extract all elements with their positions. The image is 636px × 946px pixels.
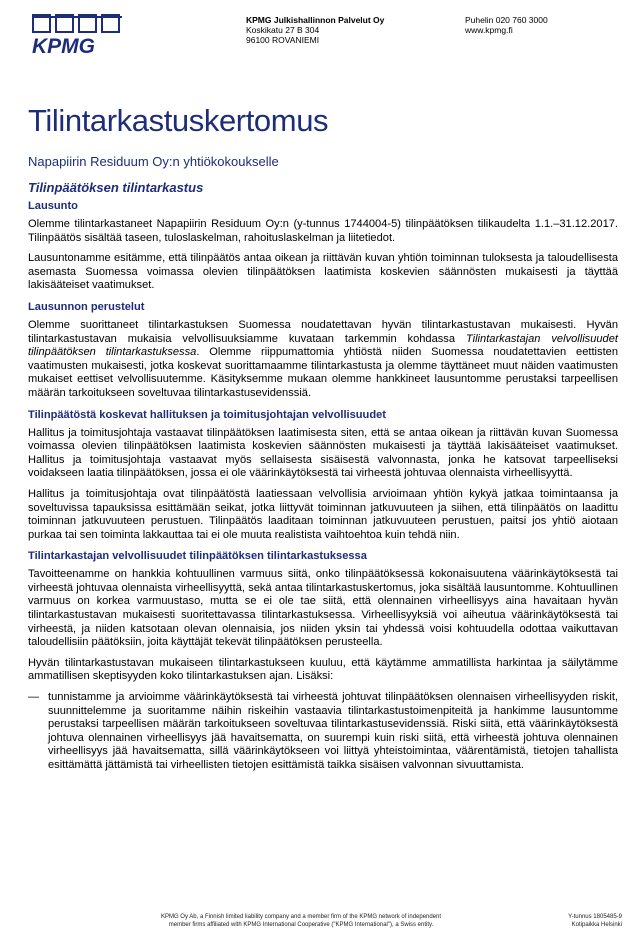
- report-body: [28, 199, 618, 773]
- perustelut-emphasis: Tilintarkastajan velvollisuudet tilinpäätöksen tilintarkastuksessa: [28, 332, 618, 359]
- paragraph-hallitus-1: Hallitus ja toimitusjohtaja vastaavat tilinpäätöksen laatimisesta siten, että se antaa oikean ja riittävän kuvan Suomessa voimassa olevien tilinpäätöksen laatimista koskevien säännösten mukaisesti ja täyttää lakisääteiset vaatimukset. Hallitus ja toimitusjohtaja vastaavat myös sellaisesta sisäisestä valvonnasta, jonka he katsovat tarpeelliseksi voidakseen laatia tilinpäätöksen, jossa ei ole väärinkäytöksestä tai virheestä johtuvaa olennaista virheellisyyttä.: [28, 426, 618, 480]
- logo-text: KPMG: [32, 35, 95, 56]
- paragraph-hallitus-2: Hallitus ja toimitusjohtaja ovat tilinpäätöstä laatiessaan velvollisia arvioimaan yhtiön kykyä jatkaa toimintaansa ja soveltuvissa tapauksissa esittämään seikat, jotka liittyvät toiminnan jatkuvuuteen ja siihen, että tilinpäätös on laadittu toiminnan jatkuvuuteen perustuen. Tilinpäätös laaditaan toiminnan jatkuvuuteen perustuen, paitsi jos yhtiö aiotaan purkaa tai sen toiminta lakkauttaa tai ei ole muuta realistista vaihtoehtoa kuin tehdä niin.: [28, 487, 618, 541]
- company-postal: 96100 ROVANIEMI: [246, 35, 320, 45]
- footer-legal: [136, 913, 466, 929]
- company-name: KPMG Julkishallinnon Palvelut Oy: [246, 15, 385, 25]
- page-title: Tilintarkastuskertomus: [28, 103, 329, 138]
- heading-lausunto: Lausunto: [28, 200, 78, 212]
- company-web: www.kpmg.fi: [465, 25, 513, 35]
- paragraph-perustelut-1: [28, 319, 618, 401]
- bullet-text: tunnistamme ja arvioimme väärinkäytöksestä tai virheestä johtuvat tilinpäätöksen olennaisen virheellisyyden riskit, suunnittelemme ja suoritamme näihin riskeihin vastaavia tilintarkastustoimenpiteitä ja hankimme lausuntomme perustaksi tarpeellisen määrän tarkoitukseen soveltuvaa tilintarkastusevidenssiä. Riski siitä, että väärinkäytöksestä johtuva olennainen virheellisyys jää havaitsematta, on suurempi kuin riski siitä, että virheestä johtuva olennainen virheellisyys jää havaitsematta, sillä väärinkäytökseen voi liittyä yhteistoimintaa, väärentämistä, tietojen tahallista esittämättä jättämistä tai virheellisten tietojen esittämistä taikka sisäisen valvonnan sivuuttamista.: [48, 691, 618, 771]
- addressee: Napapiirin Residuum Oy:n yhtiökokoukselle: [28, 154, 279, 169]
- heading-perustelut: Lausunnon perustelut: [28, 300, 145, 313]
- footer-registration: [542, 913, 622, 929]
- heading-hallitus: Tilinpäätöstä koskevat hallituksen ja toimitusjohtajan velvollisuudet: [28, 408, 386, 421]
- paragraph-lausunto-2: Lausuntonamme esitämme, että tilinpäätös antaa oikean ja riittävän kuvan yhtiön toiminnan tuloksesta ja taloudellisesta asemasta Suomessa voimassa olevien tilinpäätöksen laatimista koskevien säännösten mukaisesti ja täyttää lakisääteiset vaatimukset.: [28, 252, 618, 292]
- paragraph-lausunto-1: Olemme tilintarkastaneet Napapiirin Residuum Oy:n (y-tunnus 1744004-5) tilinpäätöksen tilikaudelta 1.1.–31.12.2017. Tilinpäätös sisältää taseen, tuloslaskelman, rahoituslaskelman ja liitetiedot.: [28, 218, 618, 244]
- company-street: Koskikatu 27 B 304: [246, 25, 320, 35]
- footer-business-id: Y-tunnus 1805485-9: [568, 914, 622, 920]
- bullet-dash: —: [28, 691, 40, 704]
- list-item: [28, 691, 618, 773]
- footer-legal-line-2: member firms affiliated with KPMG International Cooperative ("KPMG International"), a Swiss entity.: [168, 922, 434, 928]
- footer-legal-line-1: KPMG Oy Ab, a Finnish limited liability company and a member firm of the KPMG network of independent: [160, 914, 442, 920]
- company-phone: Puhelin 020 760 3000: [465, 15, 548, 25]
- perustelut-text-b: . Olemme riippumattomia yhtiöstä niiden Suomessa noudatettavien eettisten vaatimusten mukaisesti, jotka koskevat suorittamaamme tilintarkastusta ja olemme täyttäneet muut näiden vaatimusten mukaiset eettiset velvollisuutemme. Käsityksemme mukaan olemme hankkineet lausuntomme perustaksi tarpeellisen määrän tarkoitukseen soveltuvaa tilintarkastusevidenssiä.: [28, 346, 618, 399]
- heading-tilintarkastaja: Tilintarkastajan velvollisuudet tilinpäätöksen tilintarkastuksessa: [28, 550, 367, 563]
- paragraph-tilintarkastaja-1: Tavoitteenamme on hankkia kohtuullinen varmuus siitä, onko tilinpäätöksessä kokonaisuutena väärinkäytöksestä tai virheestä johtuvaa olennaista virheellisyyttä, sekä antaa tilintarkastuskertomus, joka sisältää lausuntomme. Kohtuullinen varmuus on korkea varmuustaso, mutta se ei ole tae siitä, että olennainen virheellisyys aina havaitaan hyvän tilintarkastustavan mukaisesti suoritettavassa tilintarkastuksessa. Virheellisyyksiä voi aiheutua väärinkäytöksestä tai virheestä, ja niiden katsotaan olevan olennaisia, jos niiden yksin tai yhdessä voisi kohtuudella odottaa vaikuttavan taloudellisiin päätöksiin, joita käyttäjät tekevät tilinpäätöksen perusteella.: [28, 568, 618, 649]
- company-contact-block: [465, 15, 615, 35]
- kpmg-logo: [30, 12, 126, 56]
- perustelut-text-a: Olemme suorittaneet tilintarkastuksen Suomessa noudatettavan hyvän tilintarkastustavan mukaisesti. Hyvän tilintarkastustavan mukaisia velvollisuuksiamme kuvataan tarkemmin kohdassa: [28, 318, 618, 345]
- paragraph-tilintarkastaja-2: Hyvän tilintarkastustavan mukaiseen tilintarkastukseen kuuluu, että käytämme ammatillista harkintaa ja säilytämme ammatillisen skeptisyyden koko tilintarkastuksen ajan. Lisäksi:: [28, 656, 618, 683]
- company-address-block: [246, 15, 436, 45]
- footer-domicile: Kotipaikka Helsinki: [571, 922, 622, 928]
- kpmg-logo-mark: [30, 12, 126, 56]
- section-heading: Tilinpäätöksen tilintarkastus: [28, 180, 204, 195]
